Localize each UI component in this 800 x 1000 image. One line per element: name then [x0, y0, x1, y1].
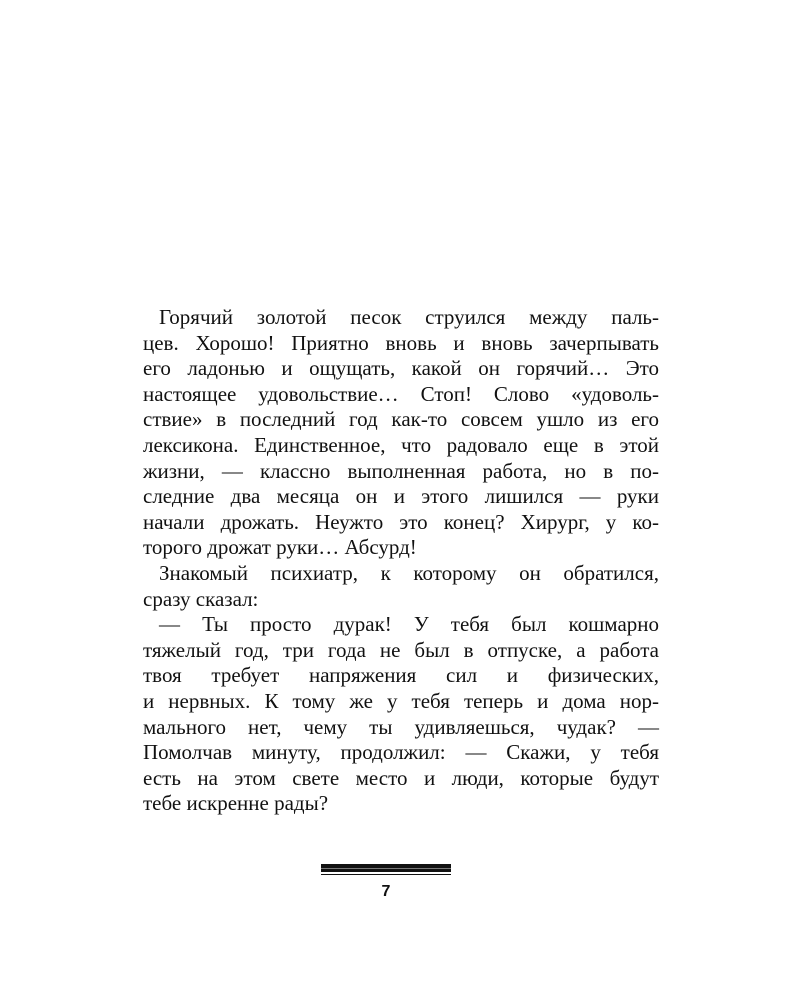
footer-divider [321, 864, 451, 874]
text-line: тебе искренне рады? [143, 791, 329, 816]
text-line: есть на этом свете место и люди, которые будут [143, 765, 659, 790]
page-number: 7 [381, 883, 391, 900]
text-line: торого дрожат руки… Абсурд! [143, 535, 417, 560]
text-line: Горячий золотой песок струился между паль- [159, 305, 659, 329]
text-line: — Ты просто дурак! У тебя был кошмарно [159, 612, 659, 637]
text-line: твоя требует напряжения сил и физических, [143, 663, 659, 688]
page-body-text [143, 305, 659, 817]
text-line: мального нет, чему ты удивляешься, чудак? — [143, 714, 659, 739]
text-line: лексикона. Единственное, что радовало еще в этой [143, 432, 659, 457]
text-line: начали дрожать. Неужто это конец? Хирург, у ко- [143, 509, 659, 534]
text-line: Знакомый психиатр, к которому он обратился, [159, 560, 659, 585]
text-line: тяжелый год, три года не был в отпуске, а работа [143, 637, 659, 662]
text-line: Помолчав минуту, продолжил: — Скажи, у тебя [143, 740, 659, 765]
text-line: и нервных. К тому же у тебя теперь и дома нор- [143, 688, 659, 713]
text-line: его ладонью и ощущать, какой он горячий… Это [143, 356, 659, 381]
text-line: сразу сказал: [143, 586, 259, 611]
text-line: настоящее удовольствие… Стоп! Слово «удоволь- [143, 381, 659, 406]
text-line: следние два месяца он и этого лишился — руки [143, 484, 659, 509]
text-line: ствие» в последний год как-то совсем ушло из его [143, 407, 659, 432]
text-line: жизни, — классно выполненная работа, но в по- [143, 458, 659, 483]
text-line: цев. Хорошо! Приятно вновь и вновь зачерпывать [143, 330, 659, 355]
